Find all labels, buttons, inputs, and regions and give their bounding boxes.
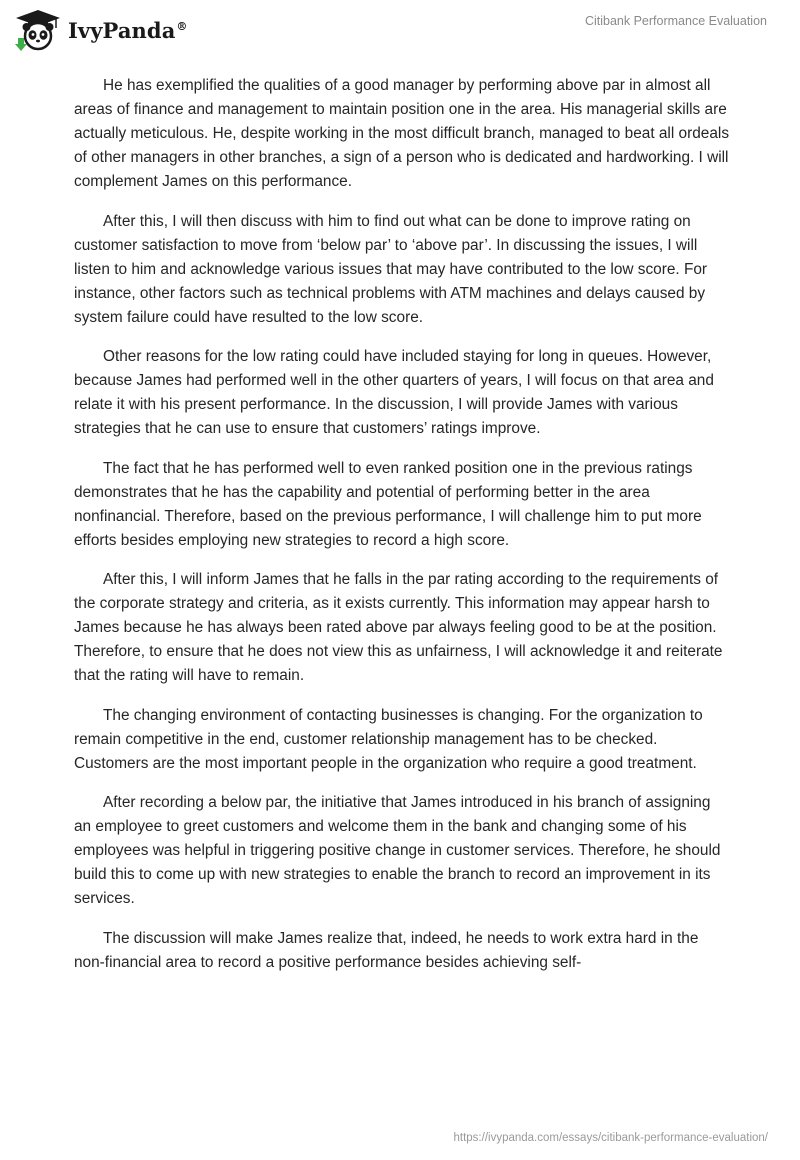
- page-header: [0, 0, 800, 60]
- paragraph: He has exemplified the qualities of a good manager by performing above par in almost all areas of finance and management to maintain position one in the area. His managerial skills are actually meticulous. He, despite working in the most difficult branch, managed to beat all ordeals of other managers in other branches, a sign of a person who is dedicated and hardworking. I will complement James on this performance.: [74, 77, 730, 190]
- brand-name: IvyPanda®: [68, 17, 188, 43]
- source-url-link[interactable]: https://ivypanda.com/essays/citibank-performance-evaluation/: [453, 1132, 768, 1144]
- paragraph: The fact that he has performed well to even ranked position one in the previous ratings demonstrates that he has the capability and potential of performing better in the area nonfinancial. Therefore, based on the previous performance, I will challenge him to put more efforts besides employing new strategies to record a high score.: [74, 459, 702, 549]
- essay-body: [74, 74, 730, 990]
- panda-graduation-cap-icon: [14, 8, 62, 52]
- paragraph: After this, I will inform James that he falls in the par rating according to the requirements of the corporate strategy and criteria, as it exists currently. This information may appear harsh to James because he has always been rated above par always feeling good to be at the position. Therefore, to ensure that he does not view this as unfairness, I will acknowledge it and reiterate that the rating will have to remain.: [74, 571, 723, 684]
- paragraph: After this, I will then discuss with him to find out what can be done to improve rating on customer satisfaction to move from ‘below par’ to ‘above par’. In discussing the issues, I will listen to him and acknowledge various issues that may have contributed to the low score. For instance, other factors such as technical problems with ATM machines and delays caused by system failure could have resulted to the low score.: [74, 212, 708, 326]
- ivypanda-logo[interactable]: [14, 8, 188, 52]
- paragraph: The changing environment of contacting businesses is changing. For the organization to remain competitive in the end, customer relationship management has to be checked. Customers are the most important people in the organization who require a good treatment.: [74, 706, 703, 772]
- document-title: Citibank Performance Evaluation: [584, 14, 767, 28]
- paragraph: After recording a below par, the initiative that James introduced in his branch of assigning an employee to greet customers and welcome them in the bank and changing some of his employees was helpful in triggering positive change in customer services. Therefore, he should build this to come up with new strategies to enable the branch to record an improvement in its services.: [74, 794, 721, 907]
- paragraph: Other reasons for the low rating could have included staying for long in queues. However, because James had performed well in the other quarters of years, I will focus on that area and relate it with his present performance. In the discussion, I will provide James with various strategies that he can use to ensure that customers’ ratings improve.: [74, 348, 714, 437]
- paragraph: The discussion will make James realize that, indeed, he needs to work extra hard in the non-financial area to record a positive performance besides achieving self-: [74, 929, 699, 971]
